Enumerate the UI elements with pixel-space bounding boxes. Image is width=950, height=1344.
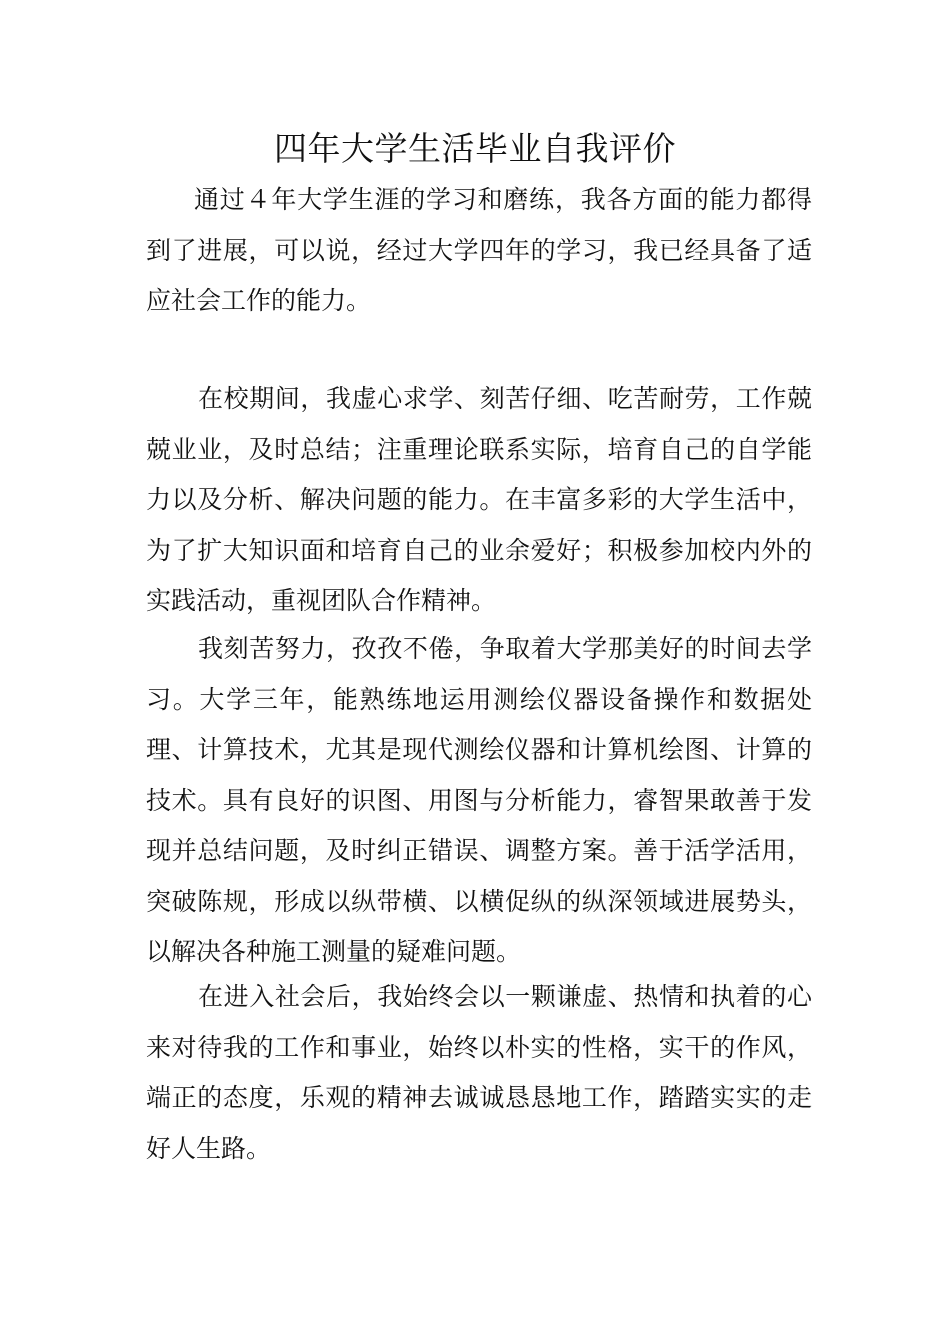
document-title: 四年大学生活毕业自我评价 — [274, 129, 676, 168]
paragraph-campus-life: 在校期间，我虚心求学、刻苦仔细、吃苦耐劳，工作兢兢业业，及时总结；注重理论联系实际，培育自己的自学能力以及分析、解决问题的能力。在丰富多彩的大学生活中，为了扩大知识面和培育自己的业余爱好；积极参加校内外的实践活动，重视团队合作精神。 — [146, 384, 812, 615]
paragraph-study-skills: 我刻苦努力，孜孜不倦，争取着大学那美好的时间去学习。大学三年，能熟练地运用测绘仪器设备操作和数据处理、计算技术，尤其是现代测绘仪器和计算机绘图、计算的技术。具有良好的识图、用图与分析能力，睿智果敢善于发现并总结问题，及时纠正错误、调整方案。善于活学活用，突破陈规，形成以纵带横、以横促纵的纵深领域进展势头，以解决各种施工测量的疑难问题。 — [146, 634, 812, 966]
paragraph-future: 在进入社会后，我始终会以一颗谦虚、热情和执着的心来对待我的工作和事业，始终以朴实的性格，实干的作风，端正的态度，乐观的精神去诚诚恳恳地工作，踏踏实实的走好人生路。 — [146, 982, 812, 1163]
paragraph-intro: 通过４年大学生涯的学习和磨练，我各方面的能力都得到了进展，可以说，经过大学四年的学习，我已经具备了适应社会工作的能力。 — [146, 185, 812, 315]
